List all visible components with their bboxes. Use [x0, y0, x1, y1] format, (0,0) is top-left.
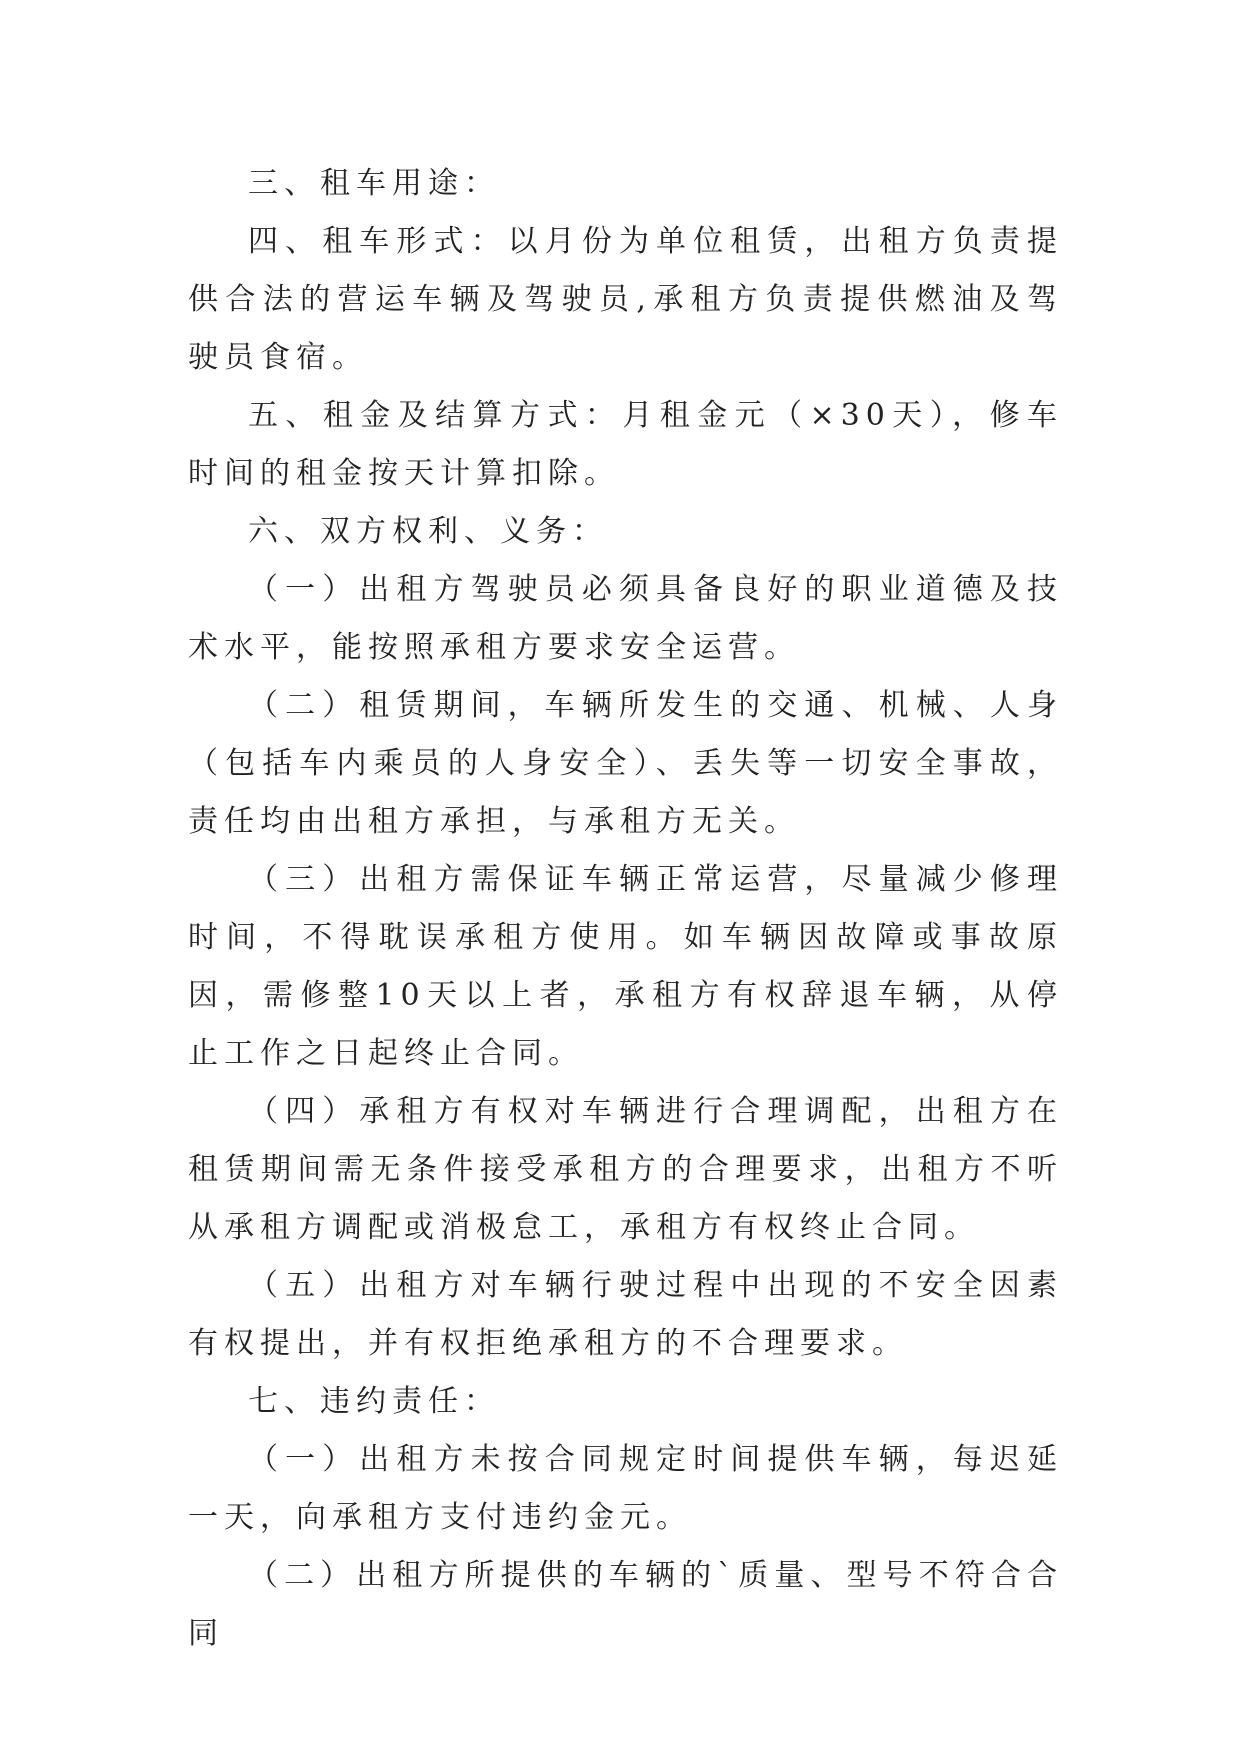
paragraph-breach-heading: 七、违约责任：: [248, 1384, 500, 1419]
paragraph-clause-6-3: （三）出租方需保证车辆正常运营，尽量减少修理时间，不得耽误承租方使用。如车辆因故障或事故原因，需修整10天以上者，承租方有权辞退车辆，从停止工作之日起终止合同。: [188, 862, 1063, 1071]
paragraph-clause-7-1: （一）出租方未按合同规定时间提供车辆，每迟延一天，向承租方支付违约金元。: [188, 1442, 1063, 1535]
paragraph-clause-6-1: （一）出租方驾驶员必须具备良好的职业道德及技术水平，能按照承租方要求安全运营。: [188, 572, 1063, 665]
paragraph-rental-purpose: 三、租车用途：: [248, 166, 500, 201]
paragraph-clause-6-2: （二）租赁期间，车辆所发生的交通、机械、人身（包括车内乘员的人身安全）、丢失等一切安全事故，责任均由出租方承担，与承租方无关。: [188, 688, 1063, 839]
paragraph-rental-form: 四、租车形式：以月份为单位租赁，出租方负责提供合法的营运车辆及驾驶员,承租方负责提供燃油及驾驶员食宿。: [188, 224, 1063, 375]
paragraph-clause-7-2: （二）出租方所提供的车辆的`质量、型号不符合合同: [188, 1558, 1063, 1651]
paragraph-rent-settlement: 五、租金及结算方式：月租金元（×30天），修车时间的租金按天计算扣除。: [188, 398, 1063, 491]
paragraph-rights-obligations-heading: 六、双方权利、义务：: [248, 514, 608, 549]
document-body: [188, 155, 1063, 1663]
paragraph-clause-6-5: （五）出租方对车辆行驶过程中出现的不安全因素有权提出，并有权拒绝承租方的不合理要求。: [188, 1268, 1063, 1361]
paragraph-clause-6-4: （四）承租方有权对车辆进行合理调配，出租方在租赁期间需无条件接受承租方的合理要求，出租方不听从承租方调配或消极怠工，承租方有权终止合同。: [188, 1094, 1063, 1245]
